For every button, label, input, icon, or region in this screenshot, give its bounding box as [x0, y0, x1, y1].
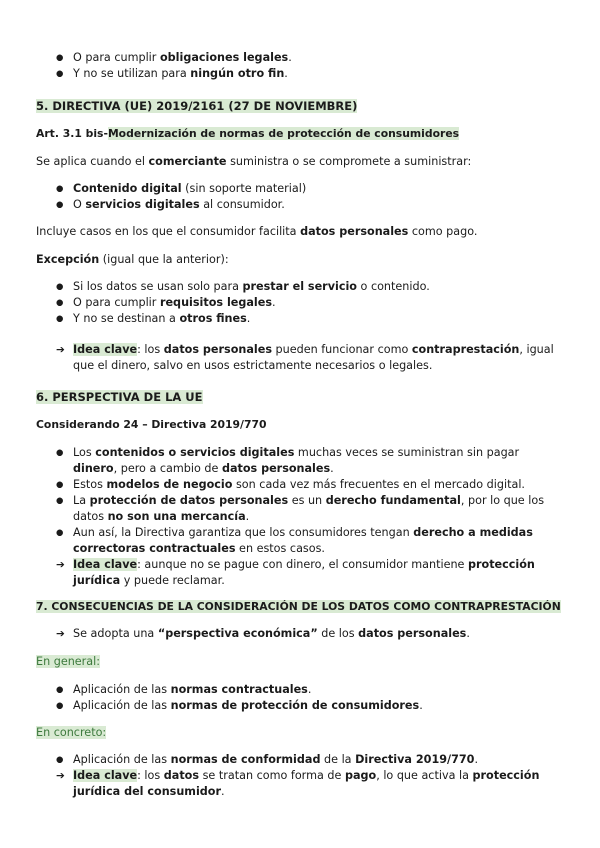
subheading: Considerando 24 – Directiva 2019/770: [36, 418, 267, 431]
applies-list: [36, 181, 564, 213]
economic-perspective: [36, 626, 564, 642]
concrete-list: [36, 752, 564, 800]
bullet-icon: ●: [56, 314, 64, 324]
list-item: ● Y no se utilizan para ningún otro fin.: [56, 67, 288, 80]
bullet-icon: ●: [56, 480, 64, 490]
section-heading: 6. PERSPECTIVA DE LA UE: [36, 390, 203, 404]
list-item: ● Aplicación de las normas contractuales.: [56, 683, 312, 696]
list-item: ➔ Idea clave: los datos personales pueden funcionar como contraprestación, igual que el dinero, salvo en usos estrictamente necesarios o legales.: [56, 343, 554, 372]
bullet-icon: ●: [56, 496, 64, 506]
list-item: ● Aplicación de las normas de conformidad de la Directiva 2019/770.: [56, 753, 479, 766]
bullet-icon: ●: [56, 69, 64, 79]
bullet-icon: ●: [56, 298, 64, 308]
bullet-icon: ●: [56, 448, 64, 458]
bullet-icon: ●: [56, 528, 64, 538]
list-item: ● Aplicación de las normas de protección de consumidores.: [56, 699, 423, 712]
arrow-icon: ➔: [56, 770, 65, 782]
paragraph: Se aplica cuando el comerciante suministra o se compromete a suministrar:: [36, 155, 472, 168]
paragraph: Incluye casos en los que el consumidor facilita datos personales como pago.: [36, 225, 478, 238]
arrow-icon: ➔: [56, 628, 65, 640]
key-idea: [36, 342, 564, 374]
bullet-icon: ●: [56, 755, 64, 765]
section-heading: 5. DIRECTIVA (UE) 2019/2161 (27 DE NOVIEMBRE): [36, 99, 358, 113]
list-item: ● O para cumplir obligaciones legales.: [56, 51, 292, 64]
list-item: ● Estos modelos de negocio son cada vez más frecuentes en el mercado digital.: [56, 478, 525, 491]
arrow-icon: ➔: [56, 344, 65, 356]
perspective-list: [36, 445, 564, 589]
list-item: ● La protección de datos personales es un derecho fundamental, por lo que los datos no son una mercancía.: [56, 494, 545, 523]
paragraph: Excepción (igual que la anterior):: [36, 253, 229, 266]
bullet-icon: ●: [56, 282, 64, 292]
exception-list: [36, 279, 564, 327]
bullet-icon: ●: [56, 184, 64, 194]
bullet-icon: ●: [56, 53, 64, 63]
bullet-icon: ●: [56, 685, 64, 695]
bullet-icon: ●: [56, 701, 64, 711]
list-item: ● Aun así, la Directiva garantiza que los consumidores tengan derecho a medidas correctoras contractuales en estos casos.: [56, 526, 533, 555]
top-list: [36, 50, 564, 82]
arrow-icon: ➔: [56, 559, 65, 571]
list-item: ● Contenido digital (sin soporte material): [56, 182, 307, 195]
bullet-icon: ●: [56, 200, 64, 210]
article-heading: Art. 3.1 bis-Modernización de normas de protección de consumidores: [36, 127, 460, 140]
list-item: ● Y no se destinan a otros fines.: [56, 312, 251, 325]
list-item: ➔ Idea clave: los datos se tratan como forma de pago, lo que activa la protección jurídica del consumidor.: [56, 769, 540, 798]
section-heading: 7. CONSECUENCIAS DE LA CONSIDERACIÓN DE LOS DATOS COMO CONTRAPRESTACIÓN: [36, 600, 561, 613]
list-item: ➔ Idea clave: aunque no se pague con dinero, el consumidor mantiene protección jurídica y puede reclamar.: [56, 558, 535, 587]
general-label: En general:: [36, 655, 101, 668]
general-list: [36, 682, 564, 714]
list-item: ● Si los datos se usan solo para prestar el servicio o contenido.: [56, 280, 430, 293]
list-item: ● O para cumplir requisitos legales.: [56, 296, 276, 309]
list-item: ● O servicios digitales al consumidor.: [56, 198, 285, 211]
list-item: ● Los contenidos o servicios digitales muchas veces se suministran sin pagar dinero, pero a cambio de datos personales.: [56, 446, 520, 475]
list-item: ➔ Se adopta una “perspectiva económica” de los datos personales.: [56, 627, 470, 640]
concrete-label: En concreto:: [36, 726, 107, 739]
